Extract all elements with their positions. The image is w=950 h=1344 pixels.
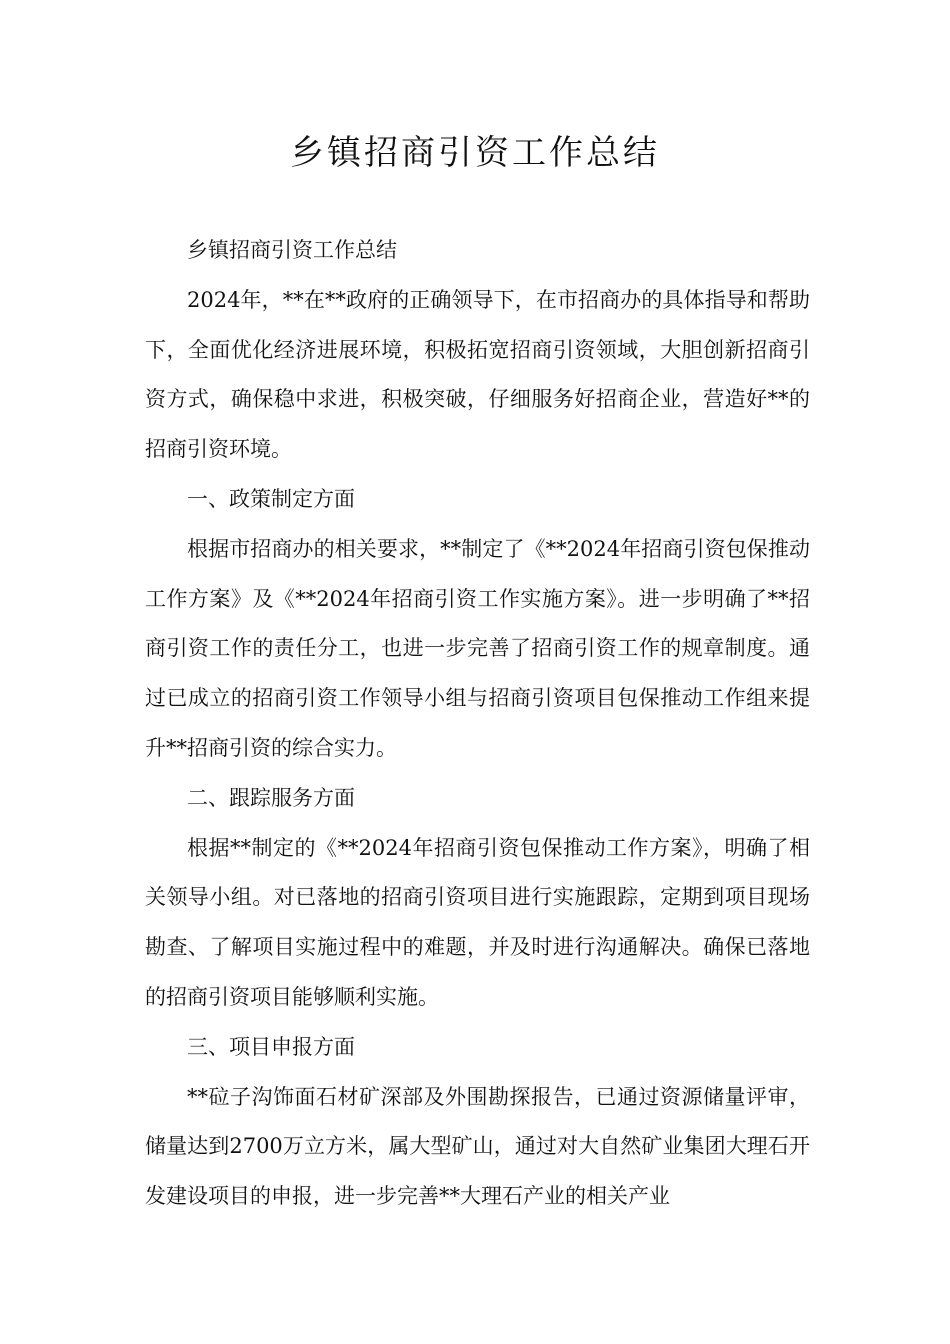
paragraph-intro: 2024年，**在**政府的正确领导下，在市招商办的具体指导和帮助下，全面优化经济进展环境，积极拓宽招商引资领域，大胆创新招商引资方式，确保稳中求进，积极突破，仔细服务好招商企业，营造好**的招商引资环境。 <box>145 287 810 462</box>
heading-tracking: 二、跟踪服务方面 <box>187 785 355 810</box>
heading-project: 三、项目申报方面 <box>187 1034 355 1059</box>
document-title: 乡镇招商引资工作总结 <box>290 133 660 173</box>
paragraph-subtitle: 乡镇招商引资工作总结 <box>187 238 397 262</box>
paragraph-policy: 根据市招商办的相关要求，**制定了《**2024年招商引资包保推动工作方案》及《**2024年招商引资工作实施方案》。进一步明确了**招商引资工作的责任分工，也进一步完善了招商引资工作的规章制度。通过已成立的招商引资工作领导小组与招商引资项目包保推动工作组来提升**招商引资的综合实力。 <box>145 536 810 760</box>
paragraph-tracking: 根据**制定的《**2024年招商引资包保推动工作方案》，明确了相关领导小组。对已落地的招商引资项目进行实施跟踪，定期到项目现场勘查、了解项目实施过程中的难题，并及时进行沟通解决。确保已落地的招商引资项目能够顺利实施。 <box>145 835 810 1009</box>
paragraph-project: **砬子沟饰面石材矿深部及外围勘探报告，已通过资源储量评审，储量达到2700万立方米，属大型矿山，通过对大自然矿业集团大理石开发建设项目的申报，进一步完善**大理石产业的相关产业 <box>145 1084 810 1209</box>
document-body <box>145 226 810 1222</box>
heading-policy: 一、政策制定方面 <box>187 486 355 511</box>
